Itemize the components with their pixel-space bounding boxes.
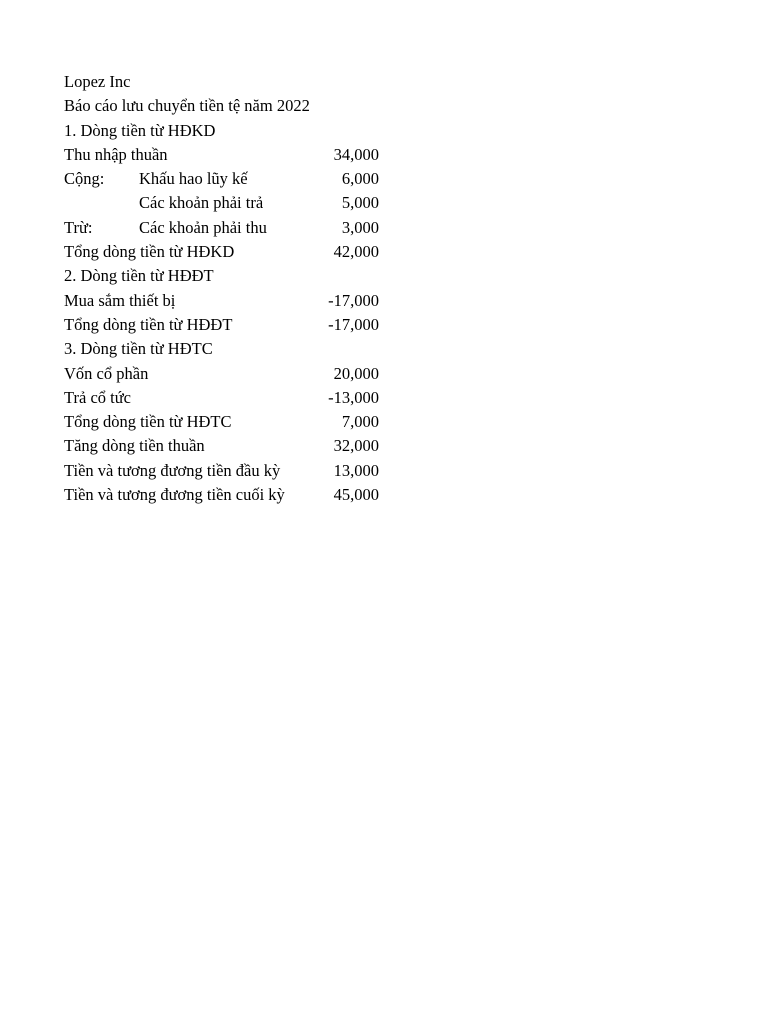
- payables-row: [64, 191, 394, 215]
- equity-row: [64, 362, 394, 386]
- financing-total-value: 7,000: [341, 412, 379, 432]
- equipment-row: [64, 289, 394, 313]
- investing-heading: 2. Dòng tiền từ HĐĐT: [64, 266, 214, 286]
- investing-total-value: -17,000: [328, 314, 379, 334]
- receivables-label: Các khoản phải thu: [139, 217, 267, 237]
- net-increase-row: [64, 434, 394, 458]
- dividends-label: Trả cổ tức: [64, 387, 131, 407]
- equity-value: 20,000: [333, 363, 379, 383]
- depreciation-row: [64, 167, 394, 191]
- financing-heading-row: [64, 337, 394, 361]
- report-title-row: [64, 94, 394, 118]
- financing-total-label: Tổng dòng tiền từ HĐTC: [64, 412, 232, 432]
- operating-total-label: Tổng dòng tiền từ HĐKD: [64, 242, 235, 262]
- beginning-cash-row: [64, 459, 394, 483]
- depreciation-value: 6,000: [341, 169, 379, 189]
- company-name-row: [64, 70, 394, 94]
- net-increase-label: Tăng dòng tiền thuần: [64, 436, 205, 456]
- investing-heading-row: [64, 264, 394, 288]
- equipment-value: -17,000: [328, 290, 379, 310]
- net-income-row: [64, 143, 394, 167]
- cash-flow-statement: [64, 70, 394, 507]
- net-income-value: 34,000: [333, 144, 379, 164]
- payables-label: Các khoản phải trả: [139, 193, 264, 213]
- ending-cash-row: [64, 483, 394, 507]
- operating-total-value: 42,000: [333, 242, 379, 262]
- less-label: Trừ:: [64, 217, 93, 237]
- payables-value: 5,000: [341, 193, 379, 213]
- company-name: Lopez Inc: [64, 72, 131, 91]
- receivables-row: [64, 216, 394, 240]
- beginning-cash-value: 13,000: [333, 460, 379, 480]
- dividends-row: [64, 386, 394, 410]
- depreciation-label: Khấu hao lũy kế: [139, 169, 248, 189]
- beginning-cash-label: Tiền và tương đương tiền đầu kỳ: [64, 460, 281, 480]
- financing-total-row: [64, 410, 394, 434]
- dividends-value: -13,000: [328, 387, 379, 407]
- financing-heading: 3. Dòng tiền từ HĐTC: [64, 339, 213, 359]
- investing-total-label: Tổng dòng tiền từ HĐĐT: [64, 314, 233, 334]
- investing-total-row: [64, 313, 394, 337]
- net-income-label: Thu nhập thuần: [64, 144, 168, 164]
- equity-label: Vốn cổ phần: [64, 363, 149, 383]
- report-title: Báo cáo lưu chuyển tiền tệ năm 2022: [64, 96, 310, 116]
- equipment-label: Mua sắm thiết bị: [64, 290, 176, 310]
- add-label: Cộng:: [64, 169, 105, 189]
- operating-total-row: [64, 240, 394, 264]
- operating-heading: 1. Dòng tiền từ HĐKD: [64, 120, 216, 140]
- operating-heading-row: [64, 119, 394, 143]
- ending-cash-value: 45,000: [333, 485, 379, 505]
- receivables-value: 3,000: [341, 217, 379, 237]
- ending-cash-label: Tiền và tương đương tiền cuối kỳ: [64, 485, 285, 505]
- net-increase-value: 32,000: [333, 436, 379, 456]
